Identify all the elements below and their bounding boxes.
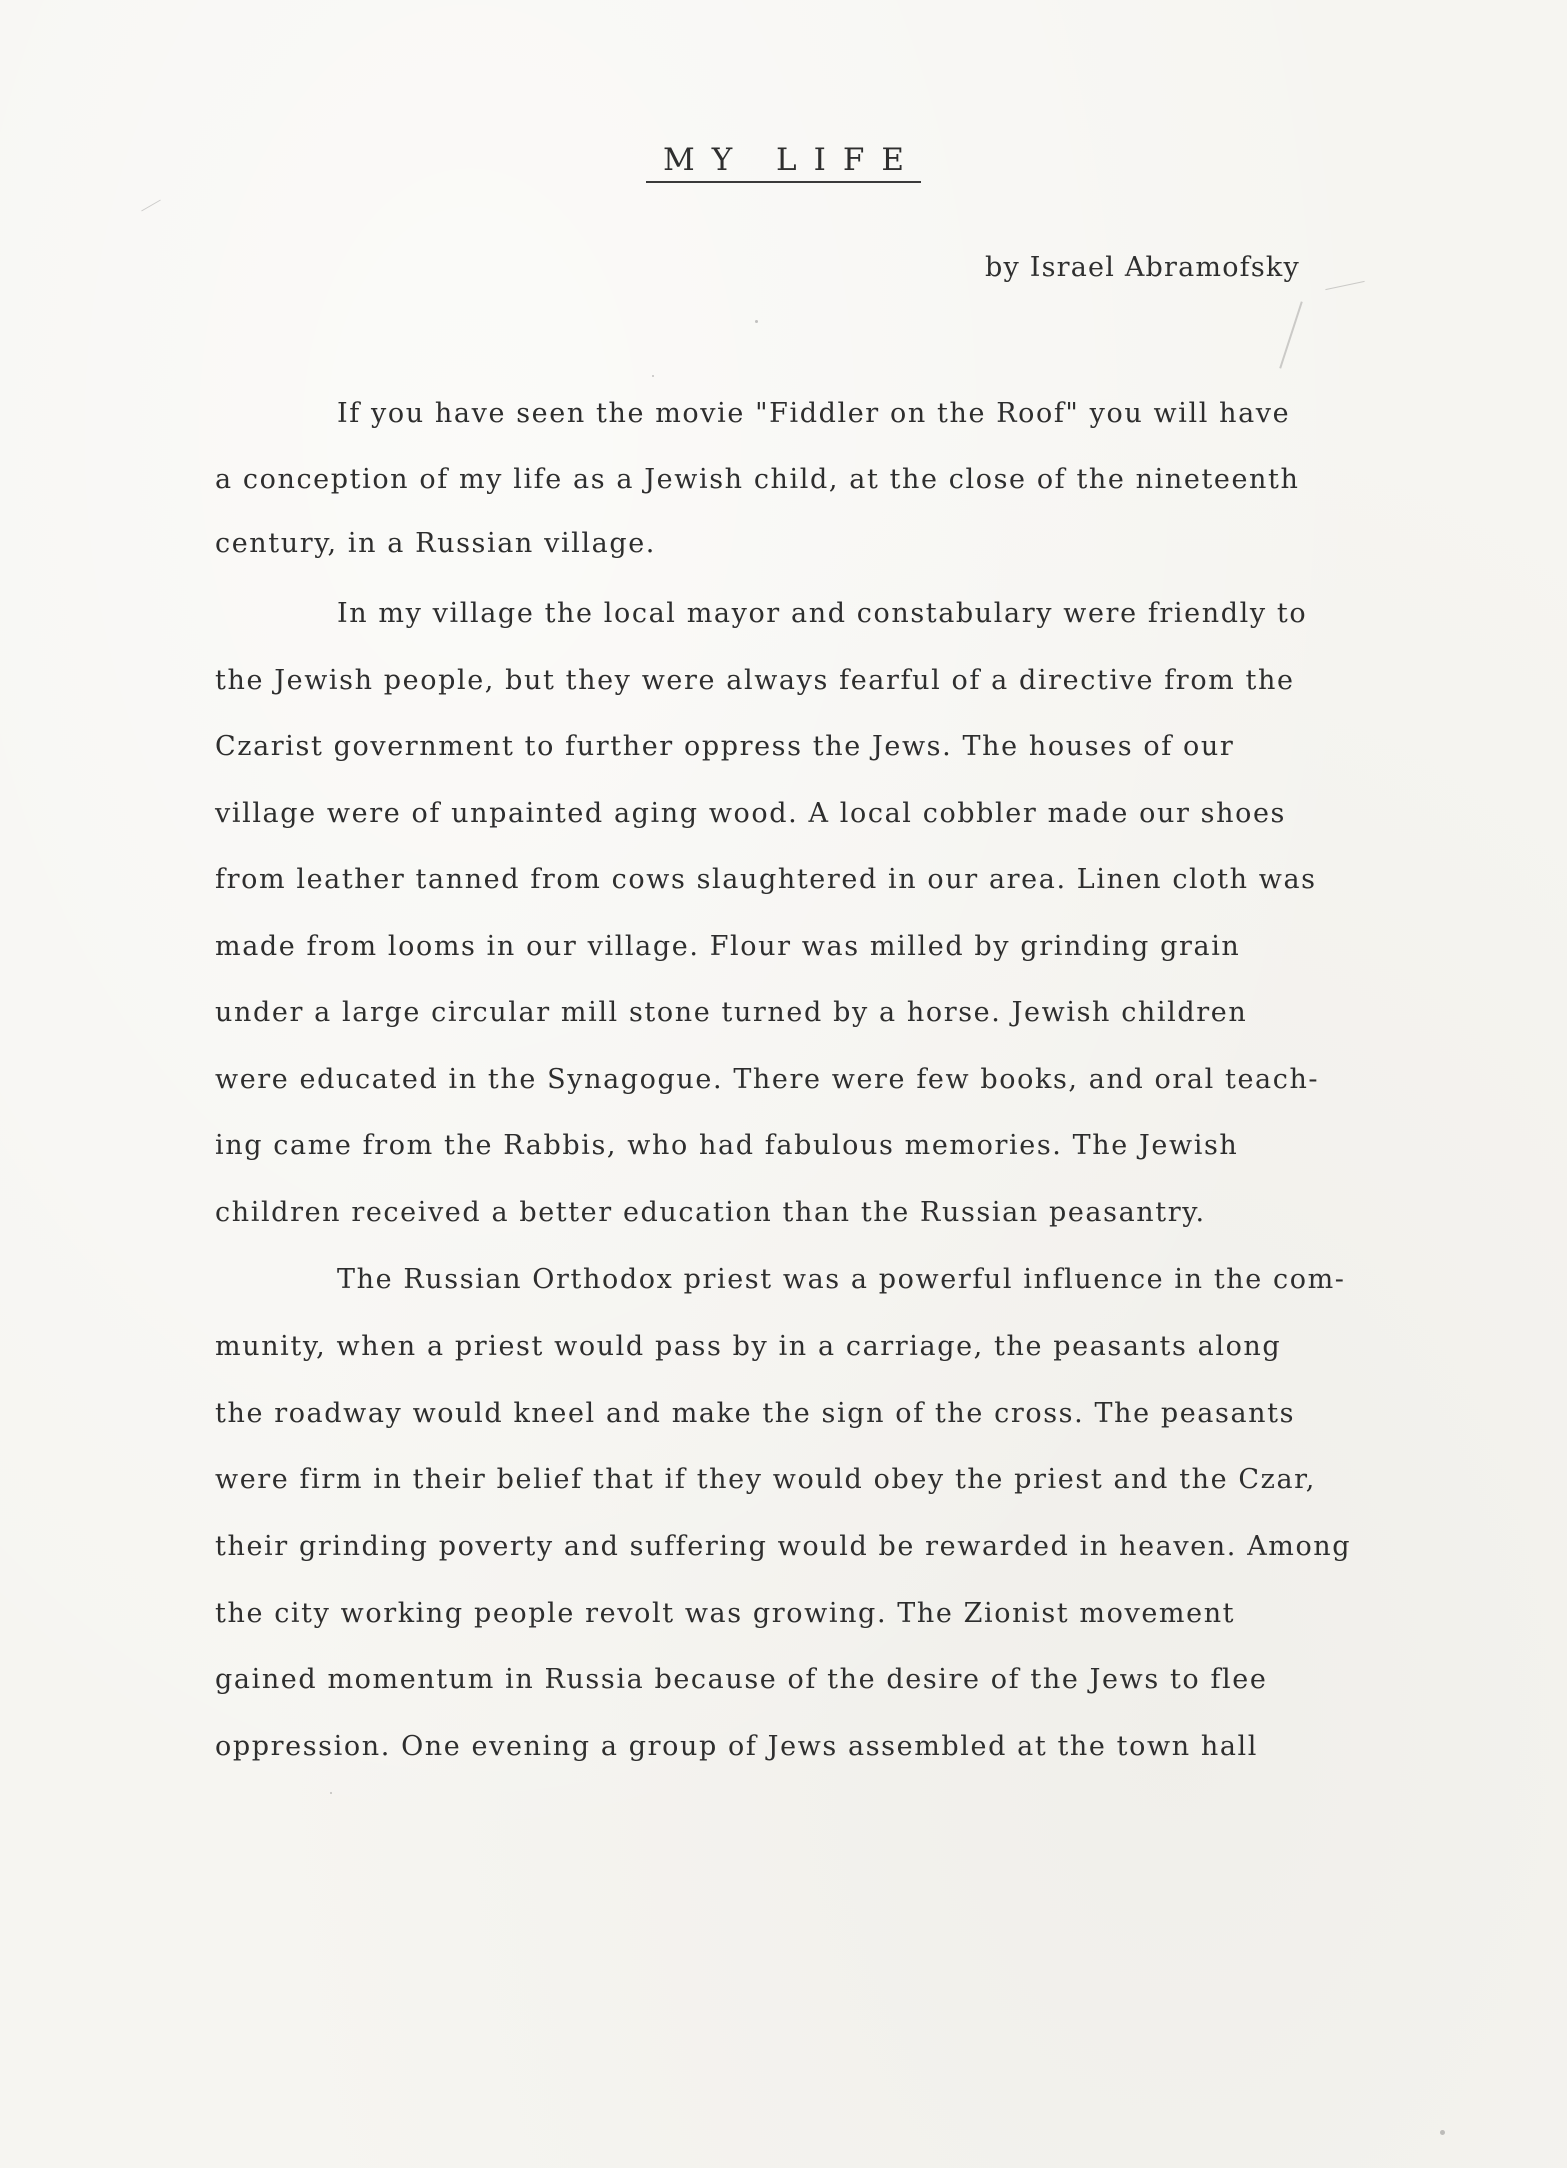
scan-speck: [755, 320, 758, 323]
scan-speck: [330, 1792, 332, 1794]
text-line: were firm in their belief that if they would obey the priest and the Czar,: [215, 1464, 1316, 1495]
text-line: a conception of my life as a Jewish child, at the close of the nineteenth: [215, 464, 1300, 495]
document-title: [0, 142, 1567, 183]
text-line: were educated in the Synagogue. There were few books, and oral teach-: [215, 1064, 1320, 1095]
title-text: MY LIFE: [646, 142, 921, 183]
scan-mark: [141, 200, 161, 212]
scan-mark: [1279, 301, 1303, 368]
text-line: village were of unpainted aging wood. A local cobbler made our shoes: [215, 798, 1286, 829]
text-line: under a large circular mill stone turned by a horse. Jewish children: [215, 997, 1248, 1028]
text-line: gained momentum in Russia because of the desire of the Jews to flee: [215, 1664, 1268, 1695]
scan-speck: [652, 375, 654, 377]
text-line: children received a better education than the Russian peasantry.: [215, 1197, 1206, 1228]
text-line: century, in a Russian village.: [215, 528, 656, 559]
text-line: oppression. One evening a group of Jews assembled at the town hall: [215, 1731, 1259, 1762]
scan-mark: [1325, 281, 1364, 290]
scan-speck: [1078, 1272, 1080, 1274]
text-line: munity, when a priest would pass by in a carriage, the peasants along: [215, 1331, 1282, 1362]
text-line: from leather tanned from cows slaughtered in our area. Linen cloth was: [215, 864, 1317, 895]
text-line: ing came from the Rabbis, who had fabulous memories. The Jewish: [215, 1130, 1239, 1161]
text-line: Czarist government to further oppress the Jews. The houses of our: [215, 731, 1235, 762]
text-line: the Jewish people, but they were always fearful of a directive from the: [215, 665, 1295, 696]
text-line: the roadway would kneel and make the sign of the cross. The peasants: [215, 1398, 1296, 1429]
text-line: If you have seen the movie "Fiddler on the Roof" you will have: [337, 398, 1291, 429]
scan-speck: [1440, 2130, 1445, 2135]
text-line: made from looms in our village. Flour was milled by grinding grain: [215, 931, 1241, 962]
text-line: their grinding poverty and suffering would be rewarded in heaven. Among: [215, 1531, 1352, 1562]
author-byline: by Israel Abramofsky: [985, 252, 1300, 283]
text-line: In my village the local mayor and constabulary were friendly to: [337, 598, 1308, 629]
text-line: the city working people revolt was growing. The Zionist movement: [215, 1598, 1236, 1629]
text-line: The Russian Orthodox priest was a powerful influence in the com-: [337, 1264, 1346, 1295]
